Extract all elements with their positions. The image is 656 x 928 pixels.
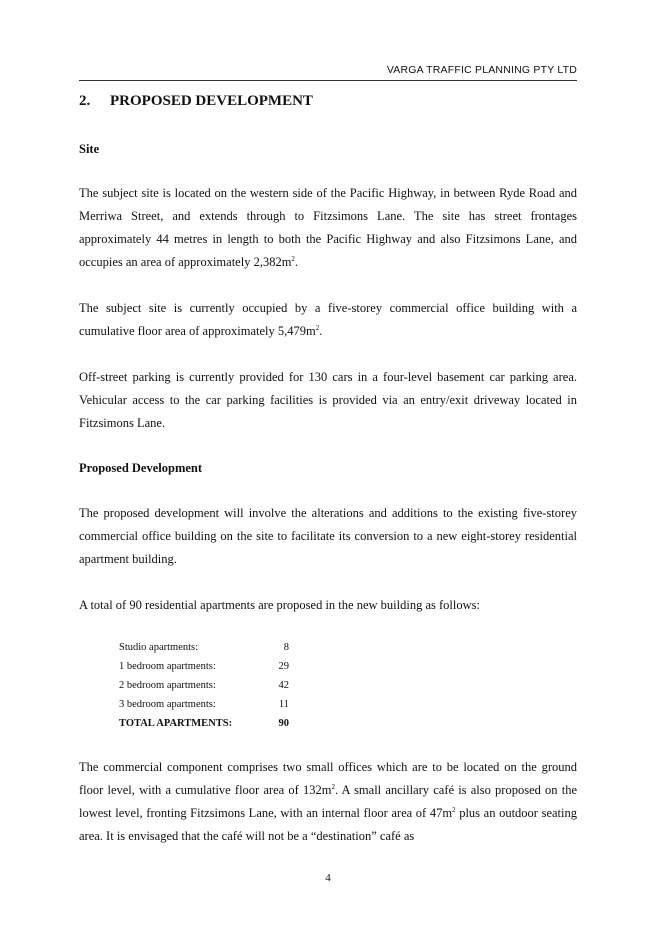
site-paragraph-2: The subject site is currently occupied by a five-storey commercial office building with a cumulative floor area of approximately $5,479m^2$. xyxy=(79,301,577,338)
row-label: TOTAL APARTMENTS: xyxy=(119,718,233,729)
section-number: 2. xyxy=(79,93,91,109)
section-heading xyxy=(79,91,577,111)
proposed-development-heading: Proposed Development xyxy=(79,461,203,475)
table-row xyxy=(119,679,299,698)
table-row xyxy=(119,641,299,660)
company-name: VARGA TRAFFIC PLANNING PTY LTD xyxy=(386,64,577,76)
row-label: 1 bedroom apartments: xyxy=(119,661,216,672)
table-row xyxy=(119,698,299,717)
site-paragraph-3: Off-street parking is currently provided for 130 cars in a four-level basement car parking area. Vehicular access to the car parking facilities is provided via an entry/exit driveway located in Fitzsimons Lane. xyxy=(79,370,577,430)
row-value: 42 xyxy=(278,680,289,691)
row-label: 3 bedroom apartments: xyxy=(119,699,216,710)
page-number: 4 xyxy=(325,872,331,884)
row-label: Studio apartments: xyxy=(119,642,199,653)
section-title: PROPOSED DEVELOPMENT xyxy=(110,93,313,109)
table-row xyxy=(119,660,299,679)
proposed-paragraph-2: A total of 90 residential apartments are proposed in the new building as follows: xyxy=(79,598,480,612)
row-value: 11 xyxy=(278,699,289,710)
row-value: 29 xyxy=(278,661,289,672)
table-total-row xyxy=(119,717,299,736)
row-label: 2 bedroom apartments: xyxy=(119,680,216,691)
row-value: 8 xyxy=(283,642,289,653)
row-value: 90 xyxy=(278,718,289,729)
site-heading: Site xyxy=(79,142,100,156)
proposed-paragraph-1: The proposed development will involve the alterations and additions to the existing five-storey commercial office building on the site to facilitate its conversion to a new eight-storey residential apartment building. xyxy=(79,506,577,566)
page-header xyxy=(79,62,577,81)
apartment-table xyxy=(119,641,299,736)
proposed-paragraph-3: The commercial component comprises two small offices which are to be located on the ground floor level, with a cumulative floor area of $132m^2$. A small ancillary café is also proposed on the lowest level, fronting Fitzsimons Lane, with an internal floor area of $47m^2$ plus an outdoor seating area. It is envisaged that the café will not be a “destination” café as xyxy=(79,760,577,843)
site-paragraph-1: The subject site is located on the western side of the Pacific Highway, in between Ryde Road and Merriwa Street, and extends through to Fitzsimons Lane. The site has street frontages approximately 44 metres in length to both the Pacific Highway and also Fitzsimons Lane, and occupies an area of approximately $2,382m^2$. xyxy=(79,186,577,269)
